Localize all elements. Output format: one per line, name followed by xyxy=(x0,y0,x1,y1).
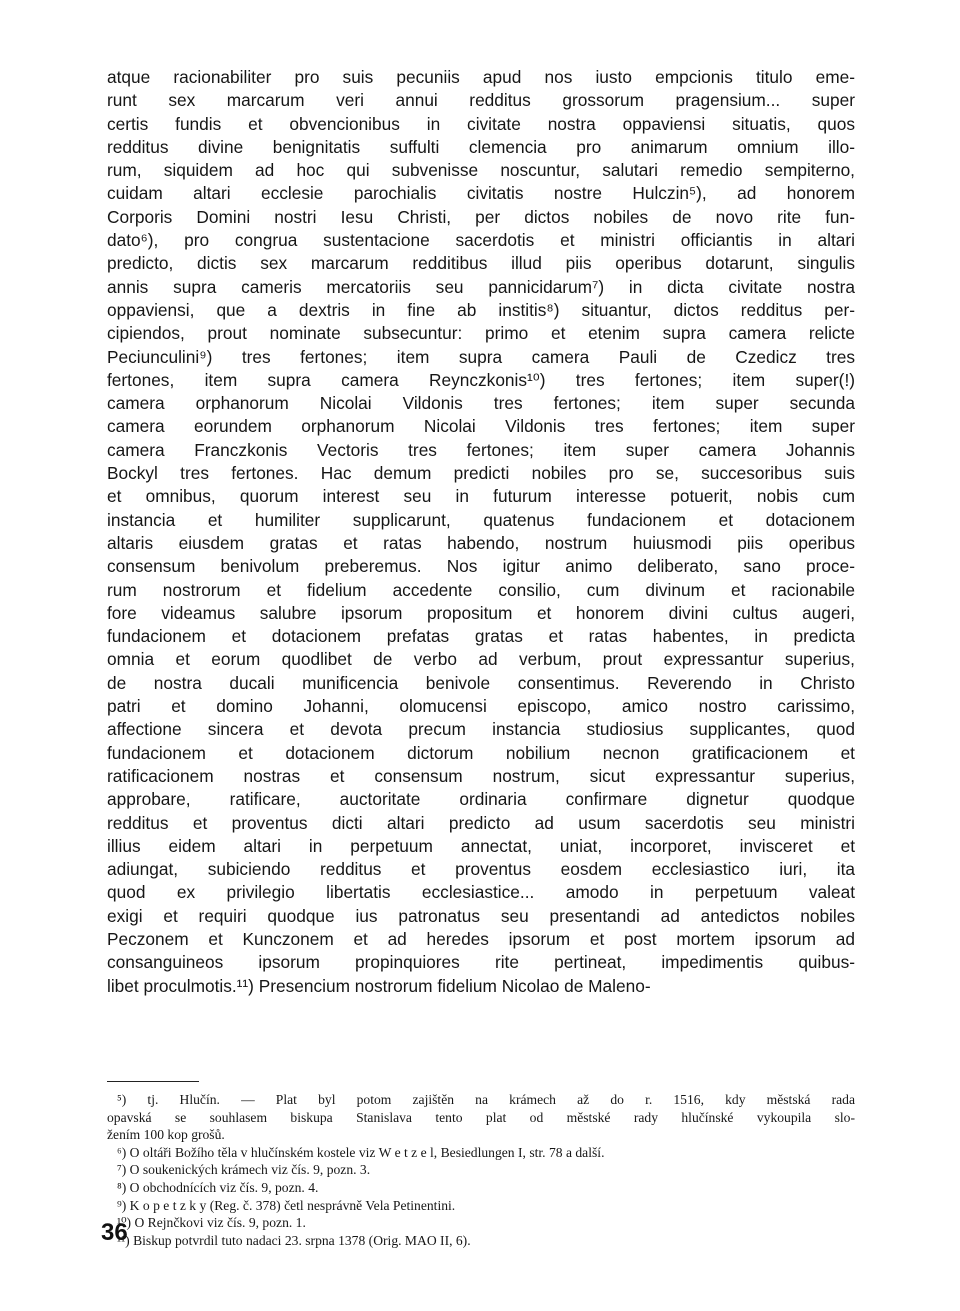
text-line: fertones, item supra camera Reynczkonis¹⁰) tres fertones; item super(!) xyxy=(107,369,855,390)
footnote-line: ⁶) O oltáři Božího těla v hlučínském kostele viz W e t z e l, Besiedlungen I, str. 78 a další. xyxy=(117,1144,605,1160)
text-line: fundacionem et dotacionem dictorum nobilium necnon gratificacionem et xyxy=(107,742,855,763)
text-line: Peczonem et Kunczonem et ad heredes ipsorum et post mortem ipsorum ad xyxy=(107,928,855,949)
text-line: affectione sincera et devota precum instancia studiosius supplicantes, quod xyxy=(107,719,855,740)
text-line: rum nostrorum et fidelium accedente consilio, cum divinum et racionabile xyxy=(107,579,855,600)
text-line: de nostra ducali munificencia benivole consentimus. Reverendo in Christo xyxy=(107,672,855,693)
text-line: et omnibus, quorum interest seu in futurum interesse potuerit, nobis cum xyxy=(107,486,855,507)
text-line: approbare, ratificare, auctoritate ordinaria confirmare dignetur quodque xyxy=(107,789,855,810)
text-line: quod ex privilegio libertatis ecclesiastice... amodo in perpetuum valeat xyxy=(107,882,855,903)
footnotes xyxy=(107,1091,855,1249)
footnote-divider xyxy=(107,1081,199,1082)
text-line: fundacionem et dotacionem prefatas gratas et ratas habentes, in predicta xyxy=(107,626,855,647)
text-line: exigi et requiri quodque ius patronatus seu presentandi ad antedictos nobiles xyxy=(107,905,855,926)
footnote-line: opavská se souhlasem biskupa Stanislava tento plat od městské rady hlučínské vykoupila slo- xyxy=(107,1109,855,1125)
text-line: Corporis Domini nostri Iesu Christi, per dictos nobiles de novo rite fun- xyxy=(107,206,855,227)
text-line: atque racionabiliter pro suis pecuniis apud nos iusto empcionis titulo eme- xyxy=(107,67,855,87)
text-line: cuidam altari ecclesie parochialis civitatis nostre Hulczin⁵), ad honorem xyxy=(107,183,855,204)
text-line: cipiendos, prout nominate subsecuntur: primo et etenim supra camera relicte xyxy=(107,323,855,344)
text-line: libet proculmotis.¹¹) Presencium nostrorum fidelium Nicolao de Maleno- xyxy=(107,975,651,996)
text-line: camera orphanorum Nicolai Vildonis tres fertones; item super secunda xyxy=(107,393,855,414)
text-line: dato⁶), pro congrua sustentacione sacerdotis et ministri officiantis in altari xyxy=(107,230,855,251)
footnote-line: ⁹) K o p e t z k y (Reg. č. 378) četl nesprávně Vela Petinentini. xyxy=(117,1197,456,1213)
text-line: fore videamus salubre ipsorum propositum et honorem divini cultus augeri, xyxy=(107,602,855,623)
page-number: 36 xyxy=(101,1219,128,1246)
text-line: redditus et proventus dicti altari predicto ad usum sacerdotis seu ministri xyxy=(107,812,855,833)
text-line: ratificacionem nostras et consensum nostrum, sicut expressantur superius, xyxy=(107,765,855,786)
text-line: consensum benivolum preberemus. Nos igitur animo deliberato, sano proce- xyxy=(107,556,855,577)
text-line: runt sex marcarum veri annui redditus grossorum pragensium... super xyxy=(107,90,855,111)
text-line: patri et domino Johanni, olomucensi episcopo, amico nostro carissimo, xyxy=(107,696,855,717)
text-line: camera eorundem orphanorum Nicolai Vildonis tres fertones; item super xyxy=(107,416,855,437)
footnote-line: ¹⁰) O Rejnčkovi viz čís. 9, pozn. 1. xyxy=(117,1215,306,1231)
main-text xyxy=(107,66,855,998)
text-line: predicto, dictis sex marcarum redditibus illud piis operibus dotarunt, singulis xyxy=(107,253,855,274)
footnote-line: ¹¹) Biskup potvrdil tuto nadaci 23. srpna 1378 (Orig. MAO II, 6). xyxy=(117,1232,471,1248)
text-line: instancia et humiliter supplicarunt, quatenus fundacionem et dotacionem xyxy=(107,509,855,530)
footnote-line: ⁵) tj. Hlučín. — Plat byl potom zajištěn na krámech až do r. 1516, kdy městská rada xyxy=(117,1092,855,1107)
footnote-line: ⁸) O obchodnících viz čís. 9, pozn. 4. xyxy=(117,1179,319,1195)
text-line: Bockyl tres fertones. Hac demum predicti nobiles pro se, succesoribus suis xyxy=(107,463,855,484)
text-line: altaris eiusdem gratas et ratas habendo, nostrum huiusmodi piis operibus xyxy=(107,532,855,553)
text-line: illius eidem altari in perpetuum annectat, uniat, incorporet, invisceret et xyxy=(107,835,855,856)
footnote-line: žením 100 kop grošů. xyxy=(107,1127,225,1143)
text-line: annis supra cameris mercatoriis seu pannicidarum⁷) in dicta civitate nostra xyxy=(107,276,855,297)
text-line: consanguineos ipsorum propinquiores rite pertineat, impedimentis quibus- xyxy=(107,952,855,973)
text-line: omnia et eorum quodlibet de verbo ad verbum, prout expressantur superius, xyxy=(107,649,855,670)
footnote-line: ⁷) O soukenických krámech viz čís. 9, pozn. 3. xyxy=(117,1162,371,1178)
text-line: certis fundis et obvencionibus in civitate nostra oppaviensi situatis, quos xyxy=(107,113,855,134)
text-line: Peciunculini⁹) tres fertones; item supra camera Pauli de Czedicz tres xyxy=(107,346,855,367)
text-line: adiungat, subiciendo redditus et proventus eosdem ecclesiastico iuri, ita xyxy=(107,859,855,880)
text-line: camera Franczkonis Vectoris tres fertones; item super camera Johannis xyxy=(107,439,855,460)
text-line: oppaviensi, que a dextris in fine ab institis⁸) situantur, dictos redditus per- xyxy=(107,299,855,320)
text-line: redditus divine benignitatis suffulti clemencia pro animarum omnium illo- xyxy=(107,136,855,157)
text-line: rum, siquidem ad hoc qui subvenisse noscuntur, salutari remedio sempiterno, xyxy=(107,160,855,181)
